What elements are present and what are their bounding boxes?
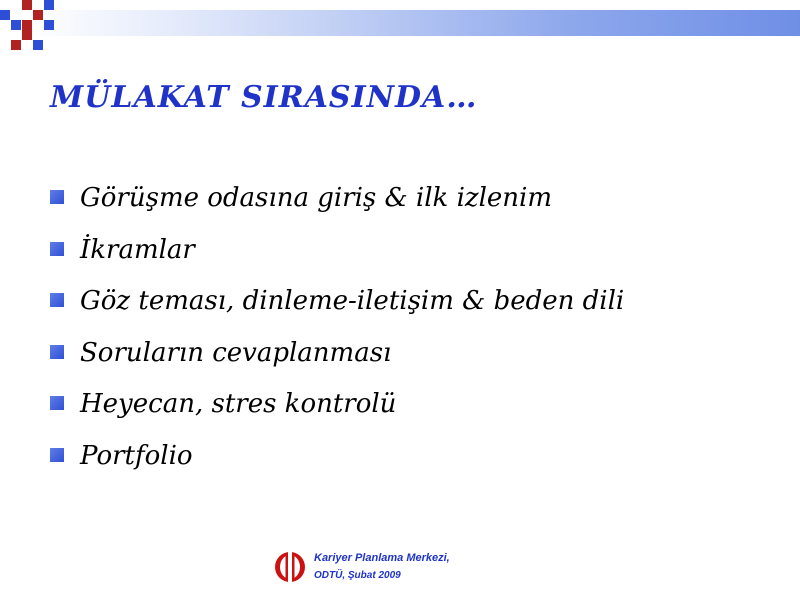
square-bullet-icon [50, 345, 64, 359]
odtu-logo-icon [274, 551, 306, 583]
corner-mosaic-decoration [0, 0, 64, 52]
footer-line-1: Kariyer Planlama Merkezi, [314, 552, 450, 564]
square-bullet-icon [50, 190, 64, 204]
bullet-text: Heyecan, stres kontrolü [80, 389, 397, 419]
list-item [50, 337, 624, 389]
square-bullet-icon [50, 396, 64, 410]
list-item [50, 285, 624, 337]
bullet-text: Soruların cevaplanması [80, 337, 392, 368]
bullet-text: Göz teması, dinleme-iletişim & beden dili [80, 286, 625, 316]
square-bullet-icon [50, 242, 64, 256]
square-bullet-icon [50, 448, 64, 462]
bullet-text: İkramlar [80, 234, 195, 265]
bullet-list [50, 182, 624, 491]
bullet-text: Portfolio [80, 440, 193, 471]
header-gradient-band [28, 10, 800, 36]
list-item [50, 388, 624, 440]
list-item [50, 440, 624, 492]
footer [274, 547, 450, 587]
list-item [50, 234, 624, 286]
list-item [50, 182, 624, 234]
square-bullet-icon [50, 293, 64, 307]
slide-title: MÜLAKAT SIRASINDA… [50, 80, 478, 115]
bullet-text: Görüşme odasına giriş & ilk izlenim [80, 183, 553, 213]
footer-caption [314, 550, 450, 584]
footer-line-2: ODTÜ, Şubat 2009 [314, 570, 401, 581]
